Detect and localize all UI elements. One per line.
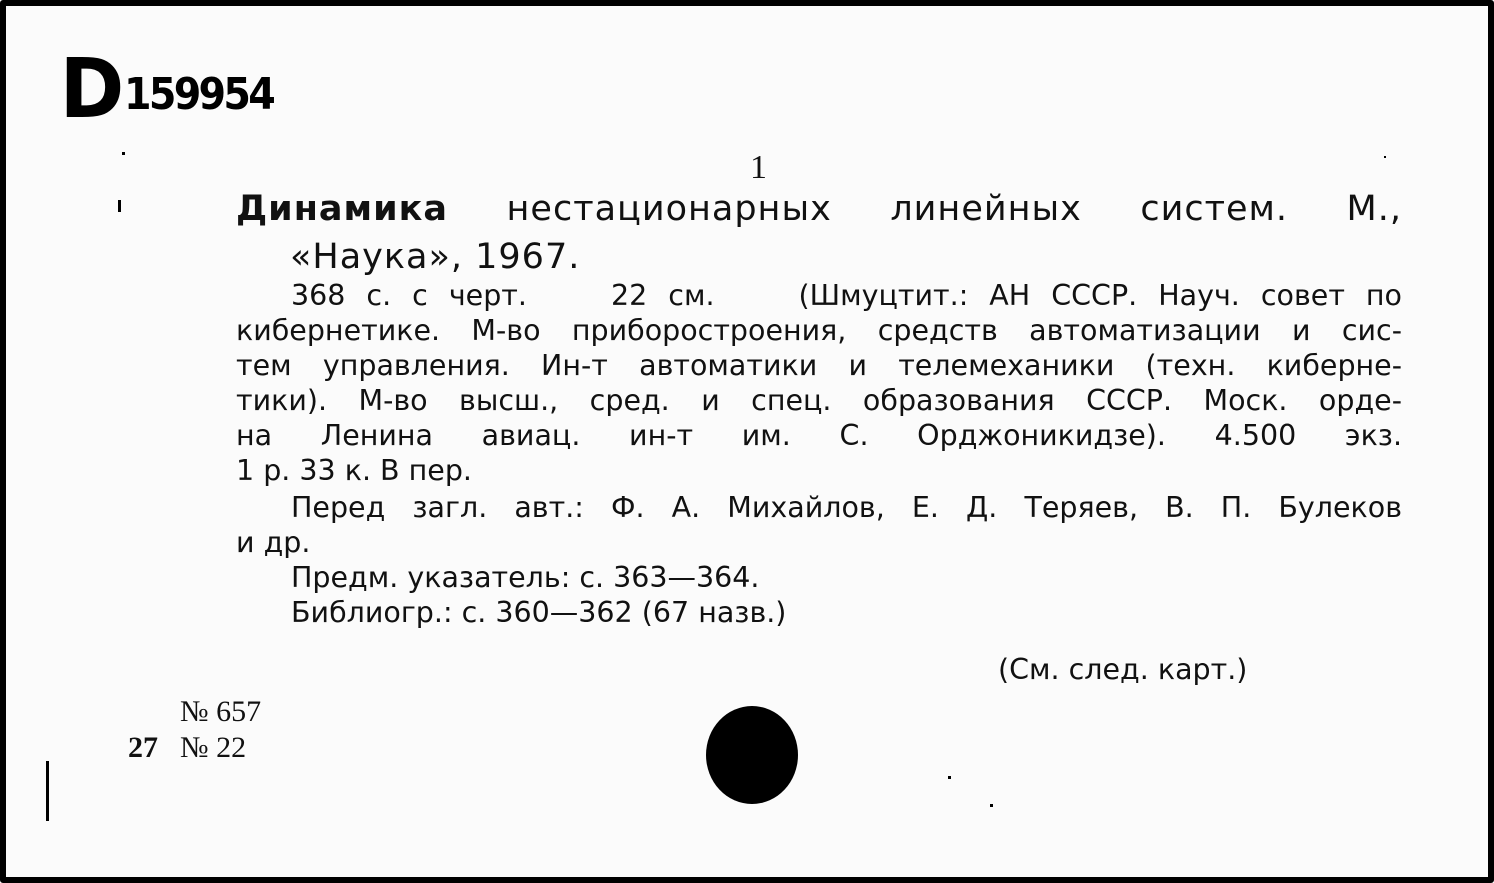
scan-speck [46, 761, 49, 821]
scan-speck [990, 804, 993, 807]
registry-row [128, 694, 261, 730]
scan-speck [1384, 156, 1386, 158]
title-bold-word: Динамика [236, 189, 449, 229]
registry-numbers [128, 694, 261, 766]
stamp-letter: D [59, 42, 121, 137]
registry-row [128, 730, 261, 766]
registry-prefix [128, 694, 180, 730]
authors-line-1: Перед загл. авт.: Ф. А. Михайлов, Е. Д. Теряев, В. П. Булеков [291, 491, 1402, 524]
scan-speck [122, 152, 125, 155]
title-word: нестационарных [506, 189, 832, 229]
card-body [236, 278, 1402, 630]
title-place: М., [1346, 189, 1402, 229]
description-line: 368 с. с черт. 22 см. (Шмуцтит.: АН СССР. Науч. совет по [291, 279, 1402, 312]
registry-number: № 22 [180, 731, 247, 764]
description-line: тем управления. Ин-т автоматики и телемеханики (техн. киберне- [236, 349, 1402, 382]
inventory-stamp [58, 42, 290, 137]
bibliography: Библиогр.: с. 360—362 (67 назв.) [291, 596, 787, 629]
registry-prefix: 27 [128, 731, 158, 764]
title-word: линейных [890, 189, 1082, 229]
title-line-2: «Наука», 1967. [290, 237, 581, 277]
registry-number: № 657 [180, 695, 262, 728]
description-line: 1 р. 33 к. В пер. [236, 454, 472, 487]
punch-hole [706, 706, 798, 804]
authors-line-2: и др. [236, 526, 311, 559]
title-line-1 [236, 186, 1402, 232]
description-line: кибернетике. М-во приборостроения, средств автоматизации и сис- [236, 314, 1402, 347]
title-word: систем. [1140, 189, 1289, 229]
scan-speck [118, 200, 121, 212]
description-line: на Ленина авиац. ин-т им. С. Орджоникидзе). 4.500 экз. [236, 419, 1402, 452]
continued-note: (См. след. карт.) [998, 653, 1248, 686]
subject-index: Предм. указатель: с. 363—364. [291, 561, 760, 594]
description-block [236, 278, 1402, 488]
stamp-number: 159954 [124, 69, 274, 120]
description-line: тики). М-во высш., сред. и спец. образования СССР. Моск. орде- [236, 384, 1402, 417]
card-sequence-number: 1 [750, 149, 767, 186]
scan-speck [948, 776, 951, 779]
